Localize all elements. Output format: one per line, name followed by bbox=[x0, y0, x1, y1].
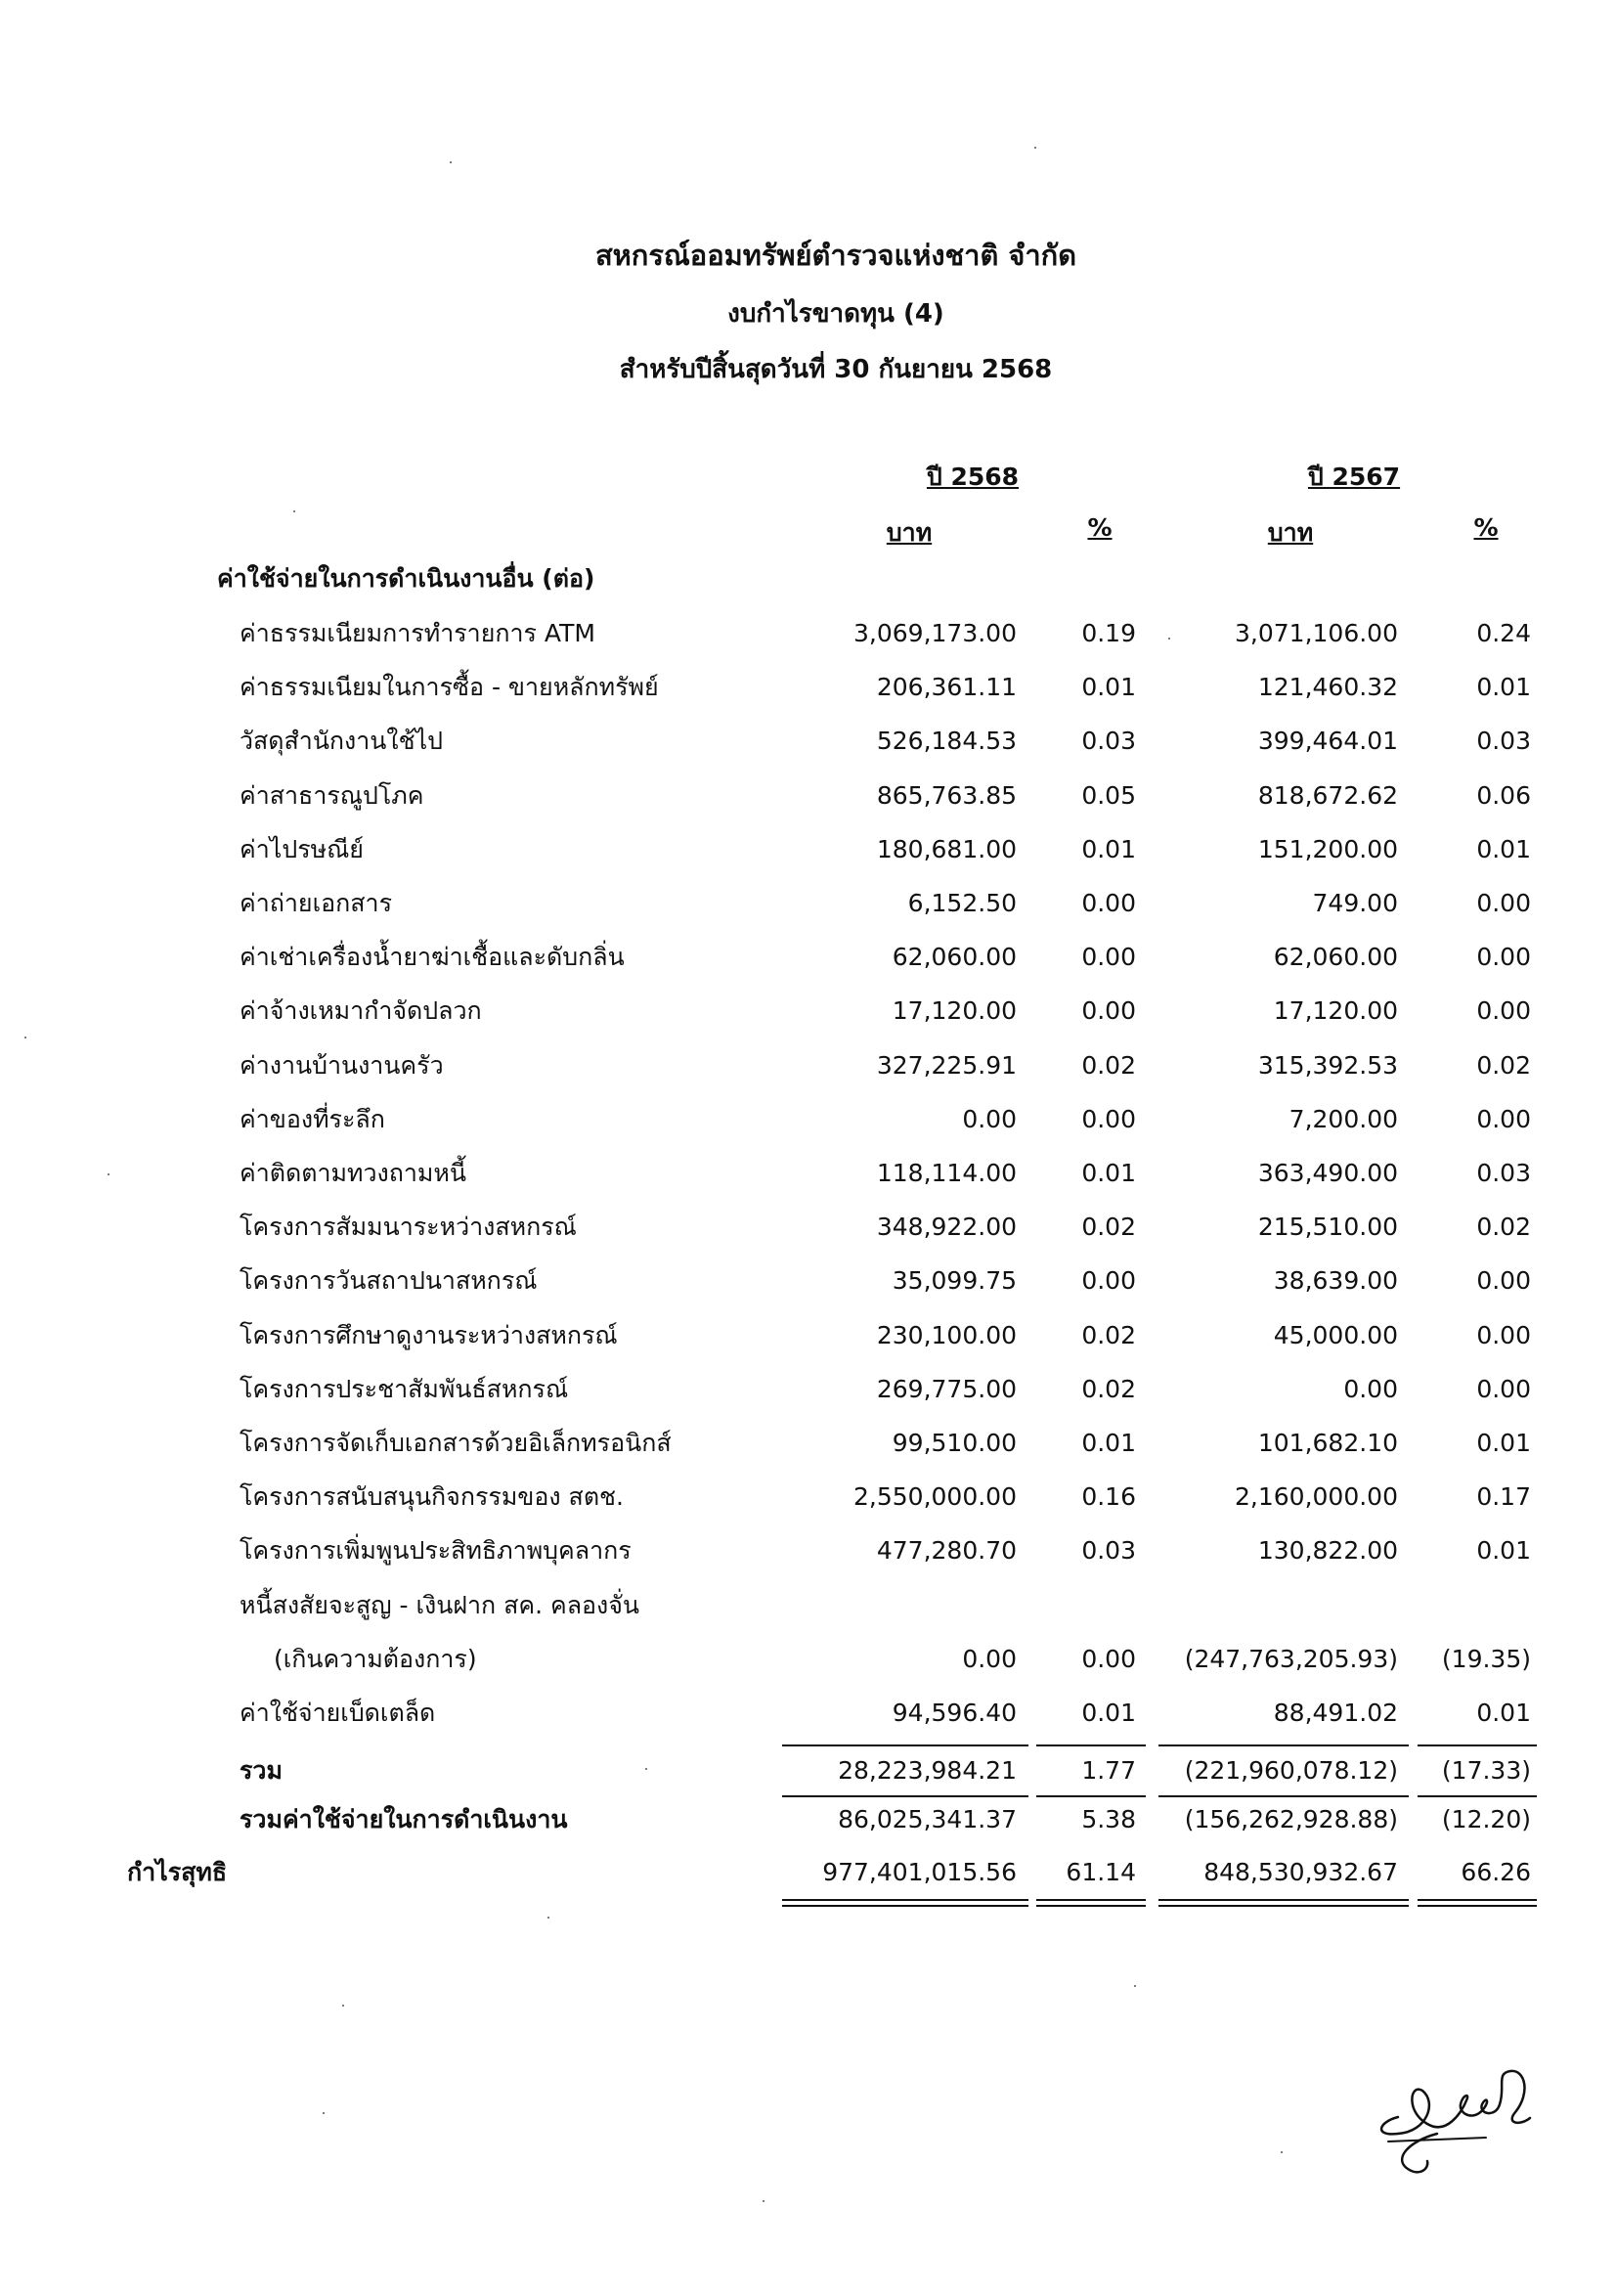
amount-prior: 45,000.00 bbox=[1273, 1321, 1398, 1349]
percent-current: 0.16 bbox=[1081, 1482, 1136, 1511]
scan-speck bbox=[763, 2200, 764, 2202]
amount-current: 0.00 bbox=[962, 1105, 1017, 1133]
amount-current: 526,184.53 bbox=[876, 727, 1017, 755]
percent-prior: 0.00 bbox=[1476, 1375, 1531, 1403]
period-line: สำหรับปีสิ้นสุดวันที่ 30 กันยายน 2568 bbox=[619, 355, 1053, 384]
row-label: ค่างานบ้านงานครัว bbox=[240, 1051, 444, 1080]
row-label: ค่าสาธารณูปโภค bbox=[240, 781, 424, 810]
scan-speck bbox=[450, 161, 452, 163]
col-current-pct: % bbox=[1087, 513, 1113, 542]
amount-prior: 38,639.00 bbox=[1273, 1266, 1398, 1295]
net-profit-current: 977,401,015.56 bbox=[822, 1858, 1017, 1886]
amount-current: 327,225.91 bbox=[876, 1051, 1017, 1080]
percent-prior: 0.00 bbox=[1476, 1105, 1531, 1133]
amount-prior: 151,200.00 bbox=[1257, 835, 1398, 863]
amount-prior: 121,460.32 bbox=[1257, 673, 1398, 701]
amount-prior: 818,672.62 bbox=[1257, 781, 1398, 810]
percent-current: 0.05 bbox=[1081, 781, 1136, 810]
percent-current: 0.00 bbox=[1081, 1645, 1136, 1673]
scan-speck bbox=[645, 1768, 647, 1770]
row-label: ค่าไปรษณีย์ bbox=[240, 835, 364, 863]
row-label: โครงการสัมมนาระหว่างสหกรณ์ bbox=[240, 1213, 577, 1241]
amount-prior: 62,060.00 bbox=[1273, 943, 1398, 971]
total-prior-pct: (17.33) bbox=[1441, 1756, 1531, 1785]
scan-speck bbox=[1034, 147, 1036, 149]
row-label: ค่าใช้จ่ายเบ็ดเตล็ด bbox=[240, 1699, 436, 1727]
amount-prior: 399,464.01 bbox=[1257, 727, 1398, 755]
percent-current: 0.01 bbox=[1081, 673, 1136, 701]
amount-prior: 3,071,106.00 bbox=[1235, 619, 1398, 647]
percent-current: 0.00 bbox=[1081, 1266, 1136, 1295]
row-label: โครงการวันสถาปนาสหกรณ์ bbox=[240, 1266, 538, 1295]
rule-above-total bbox=[782, 1744, 1028, 1746]
row-label: ค่าธรรมเนียมการทำรายการ ATM bbox=[240, 619, 595, 647]
percent-prior: 0.00 bbox=[1476, 943, 1531, 971]
amount-current: 6,152.50 bbox=[907, 889, 1017, 917]
col-prior-baht: บาท bbox=[1267, 518, 1314, 547]
percent-current: 0.19 bbox=[1081, 619, 1136, 647]
amount-prior: 130,822.00 bbox=[1257, 1536, 1398, 1565]
amount-prior: 0.00 bbox=[1343, 1375, 1398, 1403]
col-year-current: ปี 2568 bbox=[926, 463, 1020, 491]
amount-prior: 315,392.53 bbox=[1257, 1051, 1398, 1080]
amount-prior: 7,200.00 bbox=[1288, 1105, 1398, 1133]
row-label: ค่าธรรมเนียมในการซื้อ - ขายหลักทรัพย์ bbox=[240, 673, 659, 701]
amount-current: 2,550,000.00 bbox=[853, 1482, 1017, 1511]
percent-prior: (19.35) bbox=[1441, 1645, 1531, 1673]
net-profit-prior: 848,530,932.67 bbox=[1203, 1858, 1398, 1886]
percent-current: 0.03 bbox=[1081, 727, 1136, 755]
rule-above-total bbox=[1418, 1744, 1537, 1746]
percent-current: 0.02 bbox=[1081, 1051, 1136, 1080]
col-prior-pct: % bbox=[1473, 513, 1499, 542]
row-label: ค่าเช่าเครื่องน้ำยาฆ่าเชื้อและดับกลิ่น bbox=[240, 943, 625, 971]
percent-current: 0.02 bbox=[1081, 1375, 1136, 1403]
total-opex-current-pct: 5.38 bbox=[1081, 1805, 1136, 1833]
col-year-prior: ปี 2567 bbox=[1307, 463, 1401, 491]
row-label: โครงการศึกษาดูงานระหว่างสหกรณ์ bbox=[240, 1321, 618, 1349]
percent-current: 0.01 bbox=[1081, 1699, 1136, 1727]
scan-speck bbox=[1168, 638, 1170, 640]
percent-prior: 0.03 bbox=[1476, 1159, 1531, 1187]
row-label: (เกินความต้องการ) bbox=[274, 1645, 477, 1673]
amount-current: 62,060.00 bbox=[892, 943, 1017, 971]
total-prior: (221,960,078.12) bbox=[1184, 1756, 1398, 1785]
total-opex-label: รวมค่าใช้จ่ายในการดำเนินงาน bbox=[240, 1805, 568, 1833]
total-opex-prior: (156,262,928.88) bbox=[1184, 1805, 1398, 1833]
total-label: รวม bbox=[240, 1756, 283, 1785]
amount-prior: 363,490.00 bbox=[1257, 1159, 1398, 1187]
row-label: หนี้สงสัยจะสูญ - เงินฝาก สค. คลองจั่น bbox=[240, 1591, 639, 1619]
percent-prior: 0.00 bbox=[1476, 1266, 1531, 1295]
percent-current: 0.03 bbox=[1081, 1536, 1136, 1565]
amount-current: 348,922.00 bbox=[876, 1213, 1017, 1241]
percent-prior: 0.03 bbox=[1476, 727, 1531, 755]
signature bbox=[1369, 2044, 1554, 2190]
percent-prior: 0.02 bbox=[1476, 1051, 1531, 1080]
percent-current: 0.00 bbox=[1081, 996, 1136, 1025]
percent-current: 0.02 bbox=[1081, 1213, 1136, 1241]
net-profit-current-pct: 61.14 bbox=[1066, 1858, 1136, 1886]
amount-current: 118,114.00 bbox=[876, 1159, 1017, 1187]
scan-speck bbox=[108, 1173, 109, 1175]
percent-prior: 0.01 bbox=[1476, 835, 1531, 863]
amount-current: 35,099.75 bbox=[892, 1266, 1017, 1295]
rule-below-total bbox=[1418, 1795, 1537, 1797]
percent-prior: 0.00 bbox=[1476, 996, 1531, 1025]
rule-below-total bbox=[1158, 1795, 1409, 1797]
amount-current: 230,100.00 bbox=[876, 1321, 1017, 1349]
percent-prior: 0.01 bbox=[1476, 673, 1531, 701]
percent-prior: 0.01 bbox=[1476, 1429, 1531, 1457]
amount-current: 180,681.00 bbox=[876, 835, 1017, 863]
row-label: โครงการประชาสัมพันธ์สหกรณ์ bbox=[240, 1375, 569, 1403]
total-opex-prior-pct: (12.20) bbox=[1441, 1805, 1531, 1833]
amount-prior: 17,120.00 bbox=[1273, 996, 1398, 1025]
percent-prior: 0.02 bbox=[1476, 1213, 1531, 1241]
col-current-baht: บาท bbox=[886, 518, 933, 547]
amount-prior: 215,510.00 bbox=[1257, 1213, 1398, 1241]
scan-speck bbox=[1134, 1985, 1136, 1987]
amount-current: 17,120.00 bbox=[892, 996, 1017, 1025]
amount-prior: 101,682.10 bbox=[1257, 1429, 1398, 1457]
rule-below-total bbox=[1036, 1795, 1146, 1797]
row-label: โครงการจัดเก็บเอกสารด้วยอิเล็กทรอนิกส์ bbox=[240, 1429, 672, 1457]
row-label: ค่าของที่ระลึก bbox=[240, 1105, 385, 1133]
amount-current: 865,763.85 bbox=[876, 781, 1017, 810]
amount-current: 94,596.40 bbox=[892, 1699, 1017, 1727]
percent-current: 0.01 bbox=[1081, 1429, 1136, 1457]
percent-current: 0.02 bbox=[1081, 1321, 1136, 1349]
amount-current: 3,069,173.00 bbox=[853, 619, 1017, 647]
section-title: ค่าใช้จ่ายในการดำเนินงานอื่น (ต่อ) bbox=[217, 564, 595, 593]
scan-speck bbox=[24, 1037, 26, 1038]
percent-current: 0.00 bbox=[1081, 943, 1136, 971]
percent-current: 0.00 bbox=[1081, 889, 1136, 917]
total-current: 28,223,984.21 bbox=[838, 1756, 1017, 1785]
double-rule bbox=[1036, 1899, 1146, 1907]
organization-name: สหกรณ์ออมทรัพย์ตำรวจแห่งชาติ จำกัด bbox=[594, 239, 1077, 272]
rule-above-total bbox=[1158, 1744, 1409, 1746]
amount-current: 477,280.70 bbox=[876, 1536, 1017, 1565]
amount-current: 99,510.00 bbox=[892, 1429, 1017, 1457]
percent-current: 0.01 bbox=[1081, 835, 1136, 863]
row-label: ค่าติดตามทวงถามหนี้ bbox=[240, 1159, 466, 1187]
amount-current: 269,775.00 bbox=[876, 1375, 1017, 1403]
row-label: วัสดุสำนักงานใช้ไป bbox=[240, 727, 444, 755]
amount-prior: 2,160,000.00 bbox=[1235, 1482, 1398, 1511]
scan-speck bbox=[342, 2005, 344, 2007]
scan-speck bbox=[323, 2112, 325, 2114]
row-label: ค่าถ่ายเอกสาร bbox=[240, 889, 393, 917]
percent-prior: 0.00 bbox=[1476, 1321, 1531, 1349]
amount-prior: 749.00 bbox=[1312, 889, 1398, 917]
rule-below-total bbox=[782, 1795, 1028, 1797]
percent-prior: 0.24 bbox=[1476, 619, 1531, 647]
scan-speck bbox=[547, 1917, 549, 1919]
net-profit-prior-pct: 66.26 bbox=[1461, 1858, 1531, 1886]
percent-prior: 0.06 bbox=[1476, 781, 1531, 810]
double-rule bbox=[1158, 1899, 1409, 1907]
scan-speck bbox=[293, 510, 295, 512]
double-rule bbox=[1418, 1899, 1537, 1907]
amount-current: 0.00 bbox=[962, 1645, 1017, 1673]
net-profit-label: กำไรสุทธิ bbox=[127, 1858, 228, 1886]
percent-current: 0.00 bbox=[1081, 1105, 1136, 1133]
total-opex-current: 86,025,341.37 bbox=[838, 1805, 1017, 1833]
scan-speck bbox=[1281, 2151, 1283, 2153]
row-label: โครงการสนับสนุนกิจกรรมของ สตช. bbox=[240, 1482, 624, 1511]
double-rule bbox=[782, 1899, 1028, 1907]
statement-title: งบกำไรขาดทุน (4) bbox=[727, 299, 944, 329]
percent-prior: 0.01 bbox=[1476, 1536, 1531, 1565]
amount-prior: 88,491.02 bbox=[1273, 1699, 1398, 1727]
row-label: ค่าจ้างเหมากำจัดปลวก bbox=[240, 996, 482, 1025]
percent-current: 0.01 bbox=[1081, 1159, 1136, 1187]
percent-prior: 0.17 bbox=[1476, 1482, 1531, 1511]
amount-current: 206,361.11 bbox=[876, 673, 1017, 701]
row-label: โครงการเพิ่มพูนประสิทธิภาพบุคลากร bbox=[240, 1536, 632, 1565]
total-current-pct: 1.77 bbox=[1081, 1756, 1136, 1785]
amount-prior: (247,763,205.93) bbox=[1184, 1645, 1398, 1673]
percent-prior: 0.01 bbox=[1476, 1699, 1531, 1727]
rule-above-total bbox=[1036, 1744, 1146, 1746]
percent-prior: 0.00 bbox=[1476, 889, 1531, 917]
